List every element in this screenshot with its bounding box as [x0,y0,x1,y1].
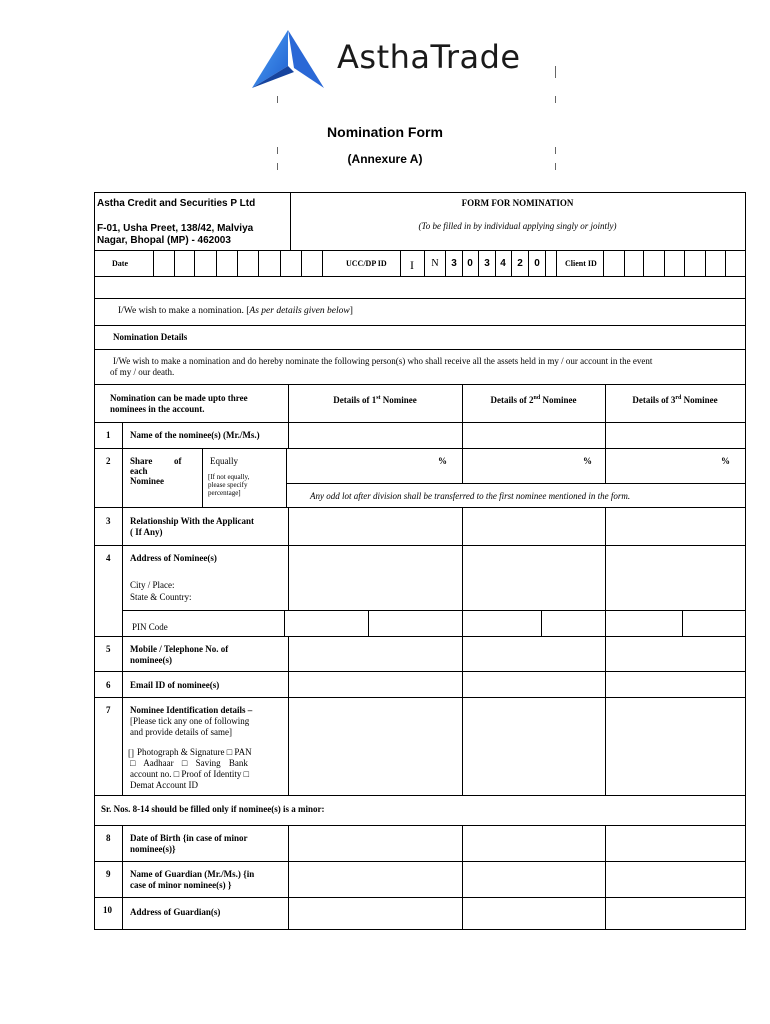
share-percent-3: % [721,456,730,466]
nominee-1-heading: Details of 1st Nominee [333,395,417,405]
nominee-3-heading: Details of 3rd Nominee [632,395,718,405]
row-number: 6 [106,680,111,690]
city-label: City / Place: [130,580,175,590]
row-number: 8 [106,833,111,843]
state-label: State & Country: [130,592,192,602]
declaration-line1: I/We wish to make a nomination and do hereby nominate the following person(s) who shall receive all the assets held in my / our account in the event [113,356,653,366]
identification-label-line3: and provide details of same] [130,727,232,737]
address-label: Address of Nominee(s) [130,553,217,563]
page-title: Nomination Form [327,124,443,140]
client-id-label: Client ID [565,259,597,268]
brand-name: AsthaTrade [337,38,521,76]
row-number: 1 [106,430,111,440]
share-equally: Equally [210,456,238,466]
form-note: (To be filled in by individual applying singly or jointly) [418,221,617,231]
row-number: 3 [106,516,111,526]
share-label-line2: each [130,466,148,476]
share-percent-1: % [438,456,447,466]
share-percent-2: % [583,456,592,466]
ucc-label: UCC/DP ID [346,259,387,268]
minor-note: Sr. Nos. 8-14 should be filled only if nominee(s) is a minor: [101,804,325,814]
dob-label-line1: Date of Birth {in case of minor [130,833,248,843]
row-number: 4 [106,553,111,563]
mobile-label-line2: nominee(s) [130,655,172,665]
odd-lot-note: Any odd lot after division shall be transferred to the first nominee mentioned in the form. [310,491,631,501]
id-options-line3: account no. □ Proof of Identity □ [130,769,250,779]
wish-statement: I/We wish to make a nomination. [As per details given below] [118,306,353,316]
identification-label-line1: Nominee Identification details – [130,705,253,715]
ucc-digit: 2 [517,258,523,269]
dob-label-line2: nominee(s)} [130,844,176,854]
ucc-digit: N [431,258,439,269]
share-label-line1: Share [130,456,153,466]
mobile-label-line1: Mobile / Telephone No. of [130,644,229,654]
company-address-line2: Nagar, Bhopal (MP) - 462003 [97,235,231,246]
row-number: 7 [106,705,111,715]
ucc-digit: 3 [484,258,490,269]
share-note-line1: [If not equally, [208,473,250,481]
share-note-line3: percentage] [208,489,241,497]
ucc-digit: I [410,258,414,272]
share-note-line2: please specify [208,481,248,489]
email-label: Email ID of nominee(s) [130,680,220,690]
form-heading: FORM FOR NOMINATION [461,198,574,208]
company-name: Astha Credit and Securities P Ltd [97,198,256,209]
ucc-digit: 3 [451,258,457,269]
id-options-line2: □ Aadhaar □ Saving Bank [130,758,248,768]
page-subtitle: (Annexure A) [347,152,423,166]
guardian-name-label-line2: case of minor nominee(s) } [130,880,232,890]
relationship-label-line1: Relationship With the Applicant [130,516,254,526]
id-options-line1: Photograph & Signature □ PAN [137,747,252,757]
guardian-name-label-line1: Name of Guardian (Mr./Ms.) {in [130,869,255,879]
row-number: 2 [106,456,111,466]
upto-note-line1: Nomination can be made upto three [110,393,248,403]
declaration-line2: of my / our death. [110,367,175,377]
brand-logo-icon [248,28,328,90]
id-option-checkbox[interactable]: [] [128,748,134,758]
nominee-2-heading: Details of 2nd Nominee [490,395,577,405]
nomination-details-heading: Nomination Details [113,332,188,342]
share-label-line3: Nominee [130,476,164,486]
date-label: Date [112,259,128,268]
company-address-line1: F-01, Usha Preet, 138/42, Malviya [97,223,254,234]
ucc-digit: 0 [467,258,473,269]
ucc-digit: 0 [534,258,540,269]
row-number: 10 [103,905,112,915]
upto-note-line2: nominees in the account. [110,404,205,414]
share-label-of: of [174,456,182,466]
relationship-label-line2: ( If Any) [130,527,163,537]
nominee-name-label: Name of the nominee(s) (Mr./Ms.) [130,430,260,440]
row-number: 9 [106,869,111,879]
pin-label: PIN Code [132,622,168,632]
row-number: 5 [106,644,111,654]
guardian-address-label: Address of Guardian(s) [130,907,221,917]
identification-label-line2: [Please tick any one of following [130,716,250,726]
ucc-digit: 4 [500,258,506,269]
id-options-line4: Demat Account ID [130,780,198,790]
